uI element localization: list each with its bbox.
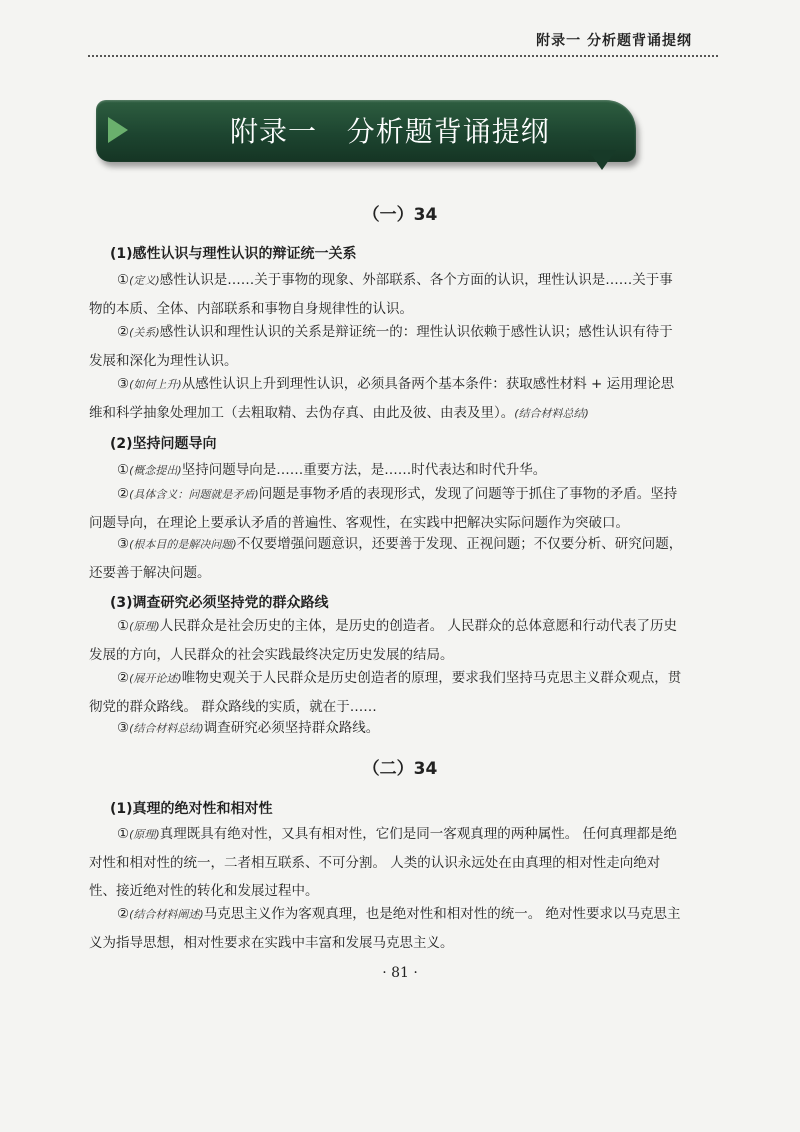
point-tag: (定义) xyxy=(129,274,160,287)
point-number: ① xyxy=(117,826,130,842)
point-text: 感性认识是……关于事物的现象、外部联系、各个方面的认识，理性认识是……关于事物的本质、全体、内部联系和事物自身规律性的认识。 xyxy=(89,272,673,317)
point-tag: (关系) xyxy=(129,326,160,339)
point-number: ③ xyxy=(117,536,130,552)
point-text: 不仅要增强问题意识，还要善于发现、正视问题；不仅要分析、研究问题，还要善于解决问题。 xyxy=(89,536,683,581)
point-number: ③ xyxy=(117,376,130,392)
point-number: ② xyxy=(117,906,130,922)
point-number: ② xyxy=(117,324,130,340)
paragraph xyxy=(89,318,685,375)
point-text: 真理既具有绝对性，又具有相对性，它们是同一客观真理的两种属性。 任何真理都是绝对性和相对性的统一，二者相互联系、不可分割。 人类的认识永远处在由真理的相对性走向绝对性、接近绝对性的转化和发展过程中。 xyxy=(89,826,677,899)
point-text: 调查研究必须坚持群众路线。 xyxy=(203,720,380,736)
paragraph xyxy=(89,714,685,743)
point-text: 问题是事物矛盾的表现形式，发现了问题等于抓住了事物的矛盾。坚持问题导向，在理论上要承认矛盾的普遍性、客观性，在实践中把解决实际问题作为突破口。 xyxy=(89,486,678,531)
banner-tail-decoration xyxy=(588,150,616,170)
point-tag: (根本目的是解决问题) xyxy=(129,538,237,551)
point-number: ① xyxy=(117,272,130,288)
point-tag: (原理) xyxy=(129,620,160,633)
paragraph xyxy=(89,530,685,587)
page-number: · 81 · xyxy=(382,965,418,981)
point-tag: (概念提出) xyxy=(129,464,182,477)
header-dotted-rule xyxy=(88,55,718,57)
point-tag: (如何上升) xyxy=(129,378,182,391)
play-arrow-icon xyxy=(108,117,128,143)
section-heading-1: （一）34 xyxy=(362,205,438,225)
paragraph xyxy=(89,900,685,957)
point-tag: (原理) xyxy=(129,828,160,841)
paragraph xyxy=(89,612,685,669)
point-text: 从感性认识上升到理性认识，必须具备两个基本条件：获取感性材料 + 运用理论思维和科学抽象处理加工（去粗取精、去伪存真、由此及彼、由表及里）。 xyxy=(89,376,675,421)
point-number: ③ xyxy=(117,720,130,736)
point-number: ② xyxy=(117,486,130,502)
point-tag: (结合材料总结) xyxy=(129,722,204,735)
topic-title: (1)感性认识与理性认识的辩证统一关系 xyxy=(110,246,357,262)
topic-title: (2)坚持问题导向 xyxy=(110,436,217,452)
running-header: 附录一 分析题背诵提纲 xyxy=(536,33,692,49)
point-text: 感性认识和理性认识的关系是辩证统一的：理性认识依赖于感性认识；感性认识有待于发展和深化为理性认识。 xyxy=(89,324,673,369)
point-number: ① xyxy=(117,618,130,634)
paragraph xyxy=(89,370,685,428)
topic-title: (1)真理的绝对性和相对性 xyxy=(110,801,273,817)
topic-title: (3)调查研究必须坚持党的群众路线 xyxy=(110,595,329,611)
point-number: ① xyxy=(117,462,130,478)
paragraph xyxy=(89,664,685,721)
paragraph xyxy=(89,820,685,905)
paragraph xyxy=(89,480,685,537)
point-text: 马克思主义作为客观真理，也是绝对性和相对性的统一。 绝对性要求以马克思主义为指导思想，相对性要求在实践中丰富和发展马克思主义。 xyxy=(89,906,681,951)
point-tag: (展开论述) xyxy=(129,672,182,685)
section-heading-2: （二）34 xyxy=(362,759,438,779)
banner-title: 附录一 分析题背诵提纲 xyxy=(230,115,550,148)
point-text: 坚持问题导向是……重要方法，是……时代表达和时代升华。 xyxy=(181,462,547,478)
point-text: 唯物史观关于人民群众是历史创造者的原理，要求我们坚持马克思主义群众观点，贯彻党的群众路线。 群众路线的实质，就在于…… xyxy=(89,670,682,715)
point-tag: (具体含义：问题就是矛盾) xyxy=(129,488,259,501)
point-tag: (结合材料阐述) xyxy=(129,908,204,921)
point-number: ② xyxy=(117,670,130,686)
point-text: 人民群众是社会历史的主体，是历史的创造者。 人民群众的总体意愿和行动代表了历史发展的方向，人民群众的社会实践最终决定历史发展的结局。 xyxy=(89,618,677,663)
point-note: (结合材料总结) xyxy=(514,407,589,420)
paragraph xyxy=(89,266,685,323)
